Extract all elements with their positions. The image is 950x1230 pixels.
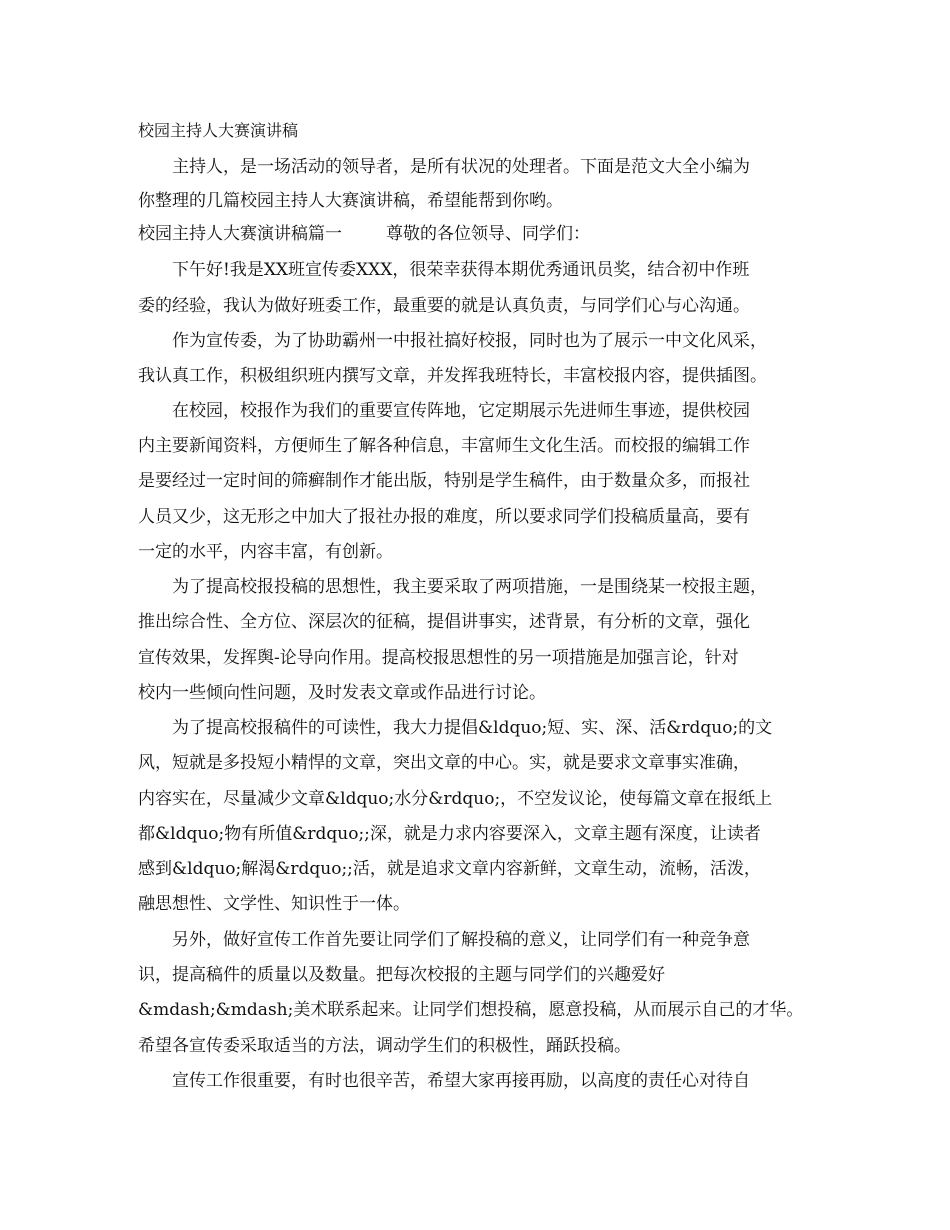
paragraph-line: 为了提高校报投稿的思想性，我主要采取了两项措施，一是围绕某一校报主题， xyxy=(138,577,767,597)
paragraph-line: 希望各宣传委采取适当的方法，调动学生们的积极性，踊跃投稿。 xyxy=(138,1036,631,1056)
paragraph-line: 人员又少，这无形之中加大了报社办报的难度，所以要求同学们投稿质量高，要有 xyxy=(138,507,750,527)
paragraph-line: 作为宣传委，为了协助霸州一中报社搞好校报，同时也为了展示一中文化风采， xyxy=(138,331,767,351)
paragraph-line: 都&ldquo;物有所值&rdquo;;深，就是力求内容要深入，文章主题有深度，让读者 xyxy=(138,824,761,844)
paragraph-line: 融思想性、文学性、知识性于一体。 xyxy=(138,894,410,914)
paragraph-line: 另外，做好宣传工作首先要让同学们了解投稿的意义，让同学们有一种竞争意 xyxy=(138,930,750,950)
paragraph-line: 下午好!我是XX班宣传委XXX，很荣幸获得本期优秀通讯员奖，结合初中作班 xyxy=(138,260,750,280)
paragraph-line: 宣传效果，发挥舆-论导向作用。提高校报思想性的另一项措施是加强言论，针对 xyxy=(138,648,739,668)
paragraph-line: 风，短就是多投短小精悍的文章，突出文章的中心。实，就是要求文章事实准确， xyxy=(138,753,750,773)
section-heading-line xyxy=(138,224,590,244)
section-heading: 校园主持人大赛演讲稿篇一 xyxy=(138,224,342,244)
paragraph-line: 推出综合性、全方位、深层次的征稿，提倡讲事实，述背景，有分析的文章，强化 xyxy=(138,612,750,632)
paragraph-line: 校内一些倾向性问题，及时发表文章或作品进行讨论。 xyxy=(138,683,546,703)
salutation: 尊敬的各位领导、同学们： xyxy=(386,224,590,244)
paragraph-line: 是要经过一定时间的筛癣制作才能出版，特别是学生稿件，由于数量众多，而报社 xyxy=(138,471,750,491)
paragraph-line: 内容实在，尽量减少文章&ldquo;水分&rdquo;，不空发议论，使每篇文章在报纸上 xyxy=(138,789,773,809)
paragraph-line: 我认真工作，积极组织班内撰写文章，并发挥我班特长，丰富校报内容，提供插图。 xyxy=(138,366,767,386)
paragraph-line: 委的经验，我认为做好班委工作，最重要的就是认真负责，与同学们心与心沟通。 xyxy=(138,296,750,316)
paragraph-line: 在校园，校报作为我们的重要宣传阵地，它定期展示先进师生事迹，提供校园 xyxy=(138,401,750,421)
paragraph-line: 宣传工作很重要，有时也很辛苦，希望大家再接再励，以高度的责任心对待自 xyxy=(138,1071,750,1091)
paragraph-line: 感到&ldquo;解渴&rdquo;;活，就是追求文章内容新鲜，文章生动，流畅，活泼， xyxy=(138,859,761,879)
paragraph-line: 识，提高稿件的质量以及数量。把每次校报的主题与同学们的兴趣爱好 xyxy=(138,965,665,985)
document-title: 校园主持人大赛演讲稿 xyxy=(138,121,299,140)
paragraph-line: 主持人，是一场活动的领导者，是所有状况的处理者。下面是范文大全小编为 xyxy=(138,157,750,177)
paragraph-line: 一定的水平，内容丰富，有创新。 xyxy=(138,542,393,562)
paragraph-line: 为了提高校报稿件的可读性，我大力提倡&ldquo;短、实、深、活&rdquo;的文 xyxy=(138,718,773,738)
paragraph-line: &mdash;&mdash;美术联系起来。让同学们想投稿，愿意投稿，从而展示自己的才华。 xyxy=(138,1000,804,1020)
paragraph-line: 内主要新闻资料，方便师生了解各种信息，丰富师生文化生活。而校报的编辑工作 xyxy=(138,436,750,456)
paragraph-line: 你整理的几篇校园主持人大赛演讲稿，希望能帮到你哟。 xyxy=(138,191,563,211)
